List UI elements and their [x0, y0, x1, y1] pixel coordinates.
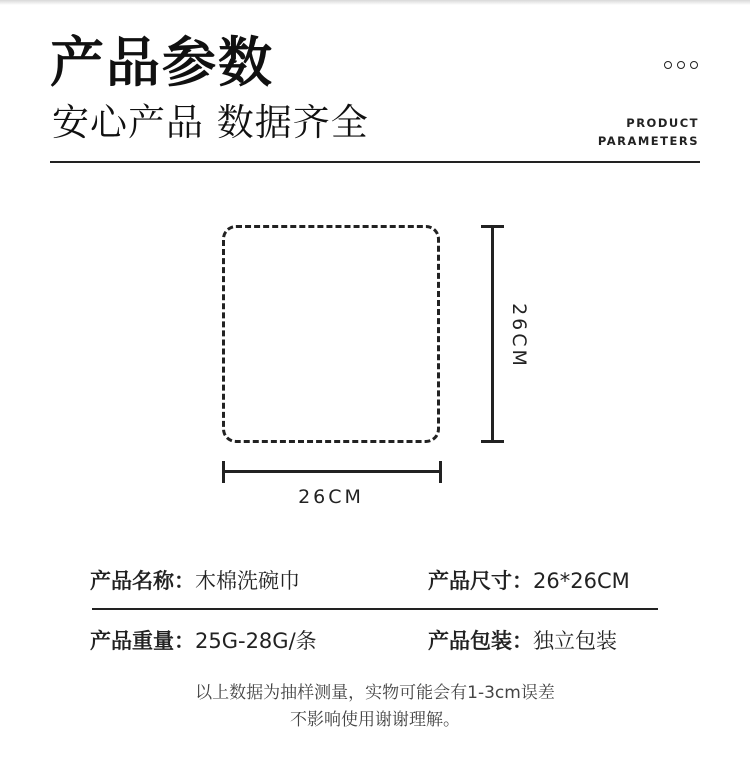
param-value: 独立包装	[533, 629, 617, 653]
height-dimension-label: 26CM	[508, 303, 530, 369]
disclaimer-line-2: 不影响使用谢谢理解。	[290, 710, 460, 730]
param-product-size	[428, 571, 630, 592]
param-value: 26*26CM	[533, 569, 630, 593]
param-product-name	[90, 571, 300, 592]
width-dimension-line	[223, 470, 441, 473]
decorative-dots-icon	[664, 61, 698, 69]
param-value: 25G-28G/条	[195, 629, 317, 653]
param-product-weight	[90, 631, 317, 652]
height-dimension-line	[491, 227, 494, 443]
page-title: 产品参数	[50, 31, 274, 94]
param-key: 产品重量：	[90, 629, 195, 653]
english-heading-line-1: PRODUCT	[626, 116, 699, 130]
param-value: 木棉洗碗巾	[195, 569, 300, 593]
width-dimension-cap-right	[439, 461, 442, 483]
english-heading-line-2: PARAMETERS	[597, 134, 699, 148]
english-heading	[598, 114, 699, 150]
param-key: 产品名称：	[90, 569, 195, 593]
param-product-packaging	[428, 631, 617, 652]
param-key: 产品包装：	[428, 629, 533, 653]
disclaimer-line-1: 以上数据为抽样测量，实物可能会有1-3cm误差	[195, 683, 555, 703]
header-divider	[50, 161, 700, 163]
top-border	[0, 0, 750, 5]
towel-outline-diagram	[222, 225, 440, 443]
height-dimension-cap-bottom	[481, 440, 504, 443]
width-dimension-label: 26CM	[298, 486, 364, 508]
param-key: 产品尺寸：	[428, 569, 533, 593]
dot-icon	[690, 61, 698, 69]
params-divider	[92, 608, 658, 610]
page-subtitle: 安心产品 数据齐全	[52, 101, 369, 144]
dot-icon	[677, 61, 685, 69]
dot-icon	[664, 61, 672, 69]
